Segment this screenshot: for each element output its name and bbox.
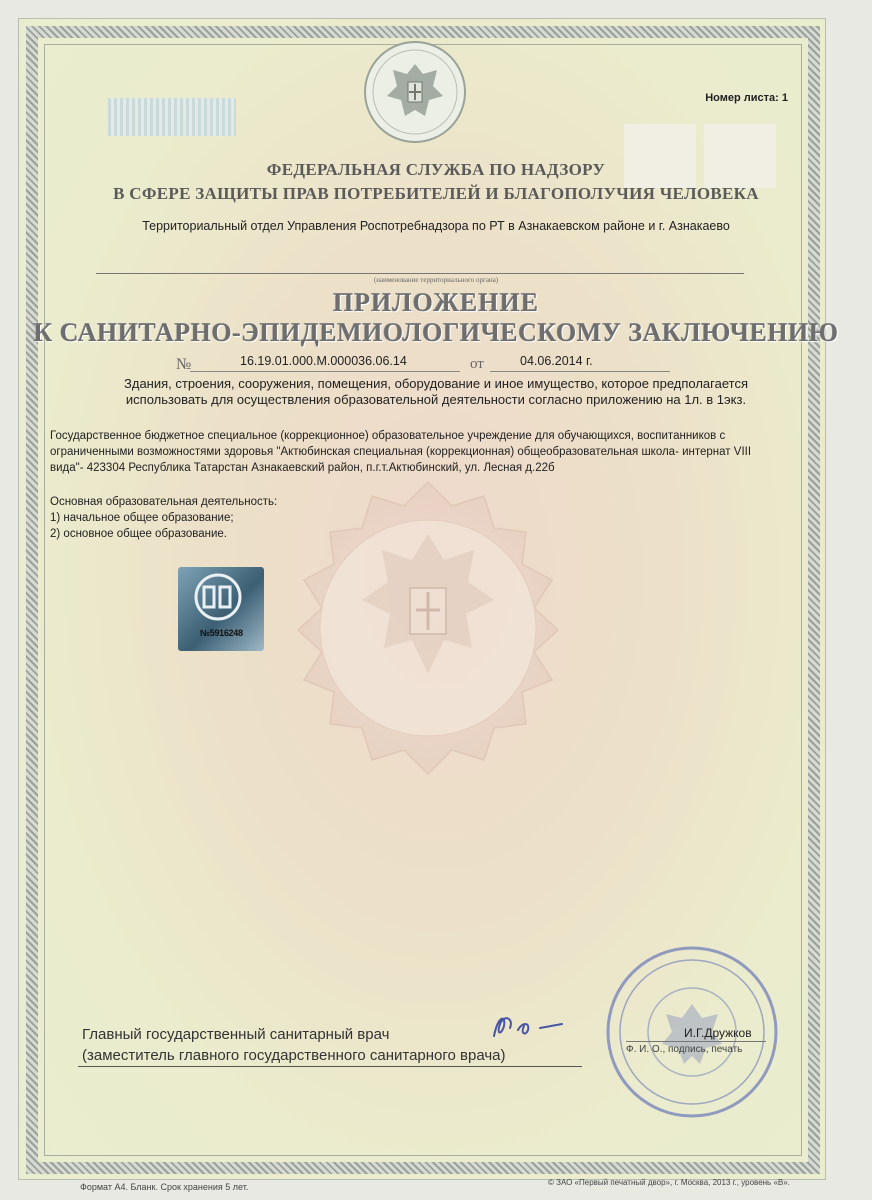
subject-text: [60, 376, 812, 408]
document-number-row: [0, 354, 872, 374]
watermark-emblem-icon: [268, 478, 588, 778]
activity-heading: Основная образовательная деятельность:: [50, 496, 278, 508]
agency-name-line2: В СФЕРЕ ЗАЩИТЫ ПРАВ ПОТРЕБИТЕЛЕЙ И БЛАГОПОЛУЧИЯ ЧЕЛОВЕКА: [113, 184, 759, 203]
signer-underline: [78, 1066, 582, 1067]
document-date: 04.06.2014 г.: [520, 354, 593, 368]
printer-footer: © ЗАО «Первый печатный двор», г. Москва, 2013 г., уровень «В».: [548, 1178, 790, 1187]
signer-name: И.Г.Дружков: [684, 1026, 752, 1040]
territorial-underline: [96, 273, 744, 274]
coat-of-arms-emblem-icon: [363, 40, 467, 144]
signature-underline: [626, 1041, 766, 1042]
subject-line: Здания, строения, сооружения, помещения, оборудование и иное имущество, которое предполагается: [124, 376, 748, 391]
subject-line: использовать для осуществления образовательной деятельности согласно приложению на 1л. в 1экз.: [125, 392, 747, 407]
hologram-serial: №5916248: [200, 628, 243, 638]
territorial-office: Территориальный отдел Управления Роспотребнадзора по РТ в Азнакаевском районе и г. Азнакаево: [142, 219, 730, 233]
activity-item: 1) начальное общее образование;: [50, 512, 234, 524]
date-from-label: от: [470, 356, 484, 372]
territorial-caption: (наименование территориального органа): [373, 276, 499, 284]
number-underline: [190, 371, 460, 372]
organization-text: Государственное бюджетное специальное (коррекционное) образовательное учреждение для обучающихся, воспитанников с ограниченными возможностями здоровья "Актюбинская специальная (коррекционная) общеобразовательная школа- интернат VIII вида"- 423304 Республика Татарстан Азнакаевский район, п.г.т.Актюбинский, ул. Лесная д.22б: [50, 430, 752, 474]
signer-position-deputy: (заместитель главного государственного санитарного врача): [82, 1047, 506, 1064]
agency-name-line1: ФЕДЕРАЛЬНАЯ СЛУЖБА ПО НАДЗОРУ: [266, 160, 606, 179]
activity-item: 2) основное общее образование.: [50, 528, 227, 540]
document-subtitle: К САНИТАРНО-ЭПИДЕМИОЛОГИЧЕСКОМУ ЗАКЛЮЧЕНИЮ: [33, 318, 839, 347]
handwritten-signature: [488, 1006, 574, 1046]
sheet-number: Номер листа: 1: [705, 92, 788, 104]
number-sign: №: [176, 356, 192, 373]
certification-mark-icon: [178, 567, 264, 627]
document-number: 16.19.01.000.М.000036.06.14: [240, 354, 407, 368]
document-title: ПРИЛОЖЕНИЕ: [332, 288, 540, 317]
form-footer: Формат А4. Бланк. Срок хранения 5 лет.: [80, 1182, 249, 1192]
security-strip: [108, 98, 236, 136]
signature-caption: Ф. И. О., подпись, печать: [626, 1044, 743, 1055]
hologram-sticker: [178, 567, 264, 651]
date-underline: [490, 371, 670, 372]
signer-position: Главный государственный санитарный врач: [82, 1026, 390, 1043]
